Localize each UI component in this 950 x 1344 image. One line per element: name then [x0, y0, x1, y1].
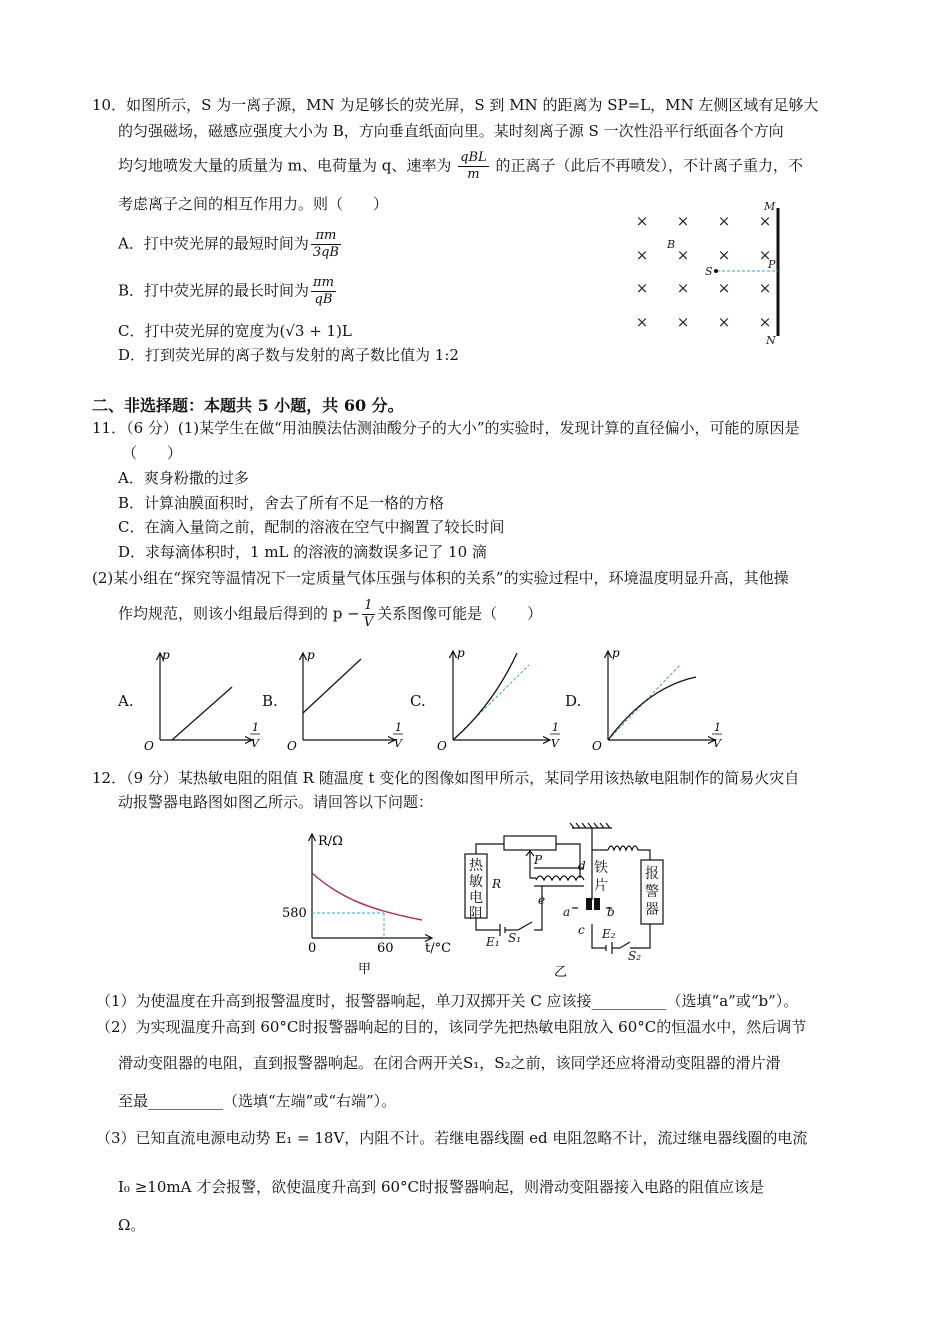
field-cross: × — [635, 212, 649, 230]
q10-line3a: 均匀地喷发大量的质量为 m、电荷量为 q、速率为 — [118, 156, 452, 175]
q10-line3 — [118, 150, 803, 183]
q11-option-c: C．在滴入量筒之前，配制的溶液在空气中搁置了较长时间 — [118, 518, 505, 536]
section2-title: 二、非选择题：本题共 5 小题，共 60 分。 — [92, 396, 404, 415]
label-e1: E₁ — [486, 935, 500, 949]
field-cross: × — [758, 279, 772, 297]
graph-c — [433, 645, 563, 755]
svg-text:1: 1 — [252, 721, 259, 734]
q11-stem: 11．（6 分）(1)某学生在做“用油膜法估测油酸分子的大小”的实验时，发现计算的直径偏小，可能的原因是 — [92, 419, 800, 437]
graph-b-label: B. — [262, 692, 278, 710]
thermistor-char-3: 电 — [469, 890, 483, 906]
label-m: M — [764, 200, 776, 213]
field-cross: × — [635, 246, 649, 264]
ion-source-dot — [714, 269, 718, 273]
svg-text:V: V — [251, 737, 259, 750]
q11-stem-bracket: （ ） — [122, 444, 183, 462]
rheostat-box — [504, 836, 556, 850]
jia-ytick-580: 580 — [282, 906, 307, 921]
svg-text:O: O — [144, 739, 154, 753]
svg-text:O: O — [287, 739, 297, 753]
q10-option-c: C．打中荧光屏的宽度为(√3 + 1)L — [118, 322, 352, 340]
graph-a — [140, 645, 265, 755]
graph-a-label: A. — [118, 692, 134, 710]
jia-caption: 甲 — [358, 962, 372, 977]
graph-c-label: C. — [410, 692, 426, 710]
q11-option-d: D．求每滴体积时，1 mL 的溶液的滴数误多记了 10 滴 — [118, 543, 487, 561]
figure-yi-circuit — [460, 820, 675, 980]
iron-char-1: 铁 — [594, 860, 608, 876]
q12-question-2-line2: 滑动变阻器的电阻，直到报警器响起。在闭合两开关S₁，S₂之前，该同学还应将滑动变阻器的滑片滑 — [118, 1054, 781, 1072]
q12-stem1: 12．（9 分）某热敏电阻的阻值 R 随温度 t 变化的图像如图甲所示，某同学用该热敏电阻制作的简易火灾自 — [92, 769, 800, 787]
graph-a-line — [172, 687, 232, 740]
spring — [608, 846, 638, 850]
svg-text:1: 1 — [395, 721, 402, 734]
q10-line3b: 的正离子（此后不再喷发），不计离子重力，不 — [495, 156, 803, 175]
field-cross: × — [676, 313, 690, 331]
alarm-char-1: 报 — [645, 866, 659, 882]
label-b: b — [607, 905, 615, 919]
alarm-char-3: 器 — [645, 902, 659, 918]
iron-piece-right — [594, 898, 600, 910]
label-e2: E₂ — [602, 927, 616, 941]
svg-text:V: V — [394, 737, 402, 750]
q12-question-3-line3: Ω。 — [118, 1216, 146, 1234]
field-cross: × — [635, 279, 649, 297]
svg-text:1: 1 — [552, 721, 559, 734]
graph-d — [588, 645, 728, 755]
alarm-char-2: 警 — [645, 884, 659, 900]
iron-char-2: 片 — [594, 878, 608, 894]
label-b: B — [667, 238, 676, 251]
svg-text:O: O — [592, 739, 602, 753]
q10-speed-fraction: $\frac{\text{qBL}}{m}$ — [460, 150, 487, 182]
graph-b-line — [303, 659, 361, 713]
label-s1: S₁ — [508, 931, 522, 945]
svg-text:p: p — [612, 646, 620, 660]
svg-text:O: O — [437, 739, 447, 753]
svg-text:p: p — [162, 648, 170, 662]
q12-question-3-line2: I₀ ≥10mA 才会报警，欲使温度升高到 60°C时报警器响起，则滑动变阻器接入电路的阻值应该是 — [118, 1178, 765, 1196]
q12-question-2-line3: 至最__________（选填“左端”或“右端”）。 — [118, 1092, 397, 1110]
q12-stem2: 动报警器电路图如图乙所示。请回答以下问题： — [118, 793, 434, 811]
label-p: P — [768, 258, 776, 271]
q11-part2-line2: 作均规范，则该小组最后得到的 p − $\frac{1}{V}$ 关系图像可能是（ ） — [118, 598, 543, 630]
q12-question-2-line1: （2）为实现温度升高到 60°C时报警器响起的目的，该同学先把热敏电阻放入 60°C的恒温水中，然后调节 — [96, 1018, 807, 1036]
svg-text:V: V — [713, 737, 721, 750]
yi-caption: 乙 — [554, 965, 568, 980]
field-cross: × — [635, 313, 649, 331]
relay-coil — [536, 876, 584, 880]
jia-xtick-0: 0 — [308, 941, 317, 956]
graph-d-curve — [608, 677, 696, 740]
q10-line1: 10．如图所示，S 为一离子源，MN 为足够长的荧光屏，S 到 MN 的距离为 SP=L，MN 左侧区域有足够大 — [92, 96, 819, 114]
label-d: d — [578, 859, 586, 873]
label-c: c — [578, 923, 585, 937]
field-cross: × — [676, 246, 690, 264]
field-cross: × — [717, 246, 731, 264]
field-cross: × — [676, 212, 690, 230]
field-cross: × — [717, 212, 731, 230]
thermistor-char-2: 敏 — [469, 874, 483, 890]
q12-question-1: （1）为使温度在升高到报警温度时，报警器响起，单刀双掷开关 C 应该接__________（选填“a”或“b”）。 — [96, 992, 799, 1010]
q11-option-a: A．爽身粉撒的过多 — [118, 469, 249, 487]
svg-text:p: p — [457, 646, 465, 660]
label-s: S — [705, 265, 713, 278]
field-cross: × — [676, 279, 690, 297]
q10-line2: 的匀强磁场，磁感应强度大小为 B，方向垂直纸面向里。某时刻离子源 S 一次性沿平行纸面各个方向 — [118, 122, 784, 140]
q10-option-b: B．打中荧光屏的最长时间为 $\frac{\pi m}{qB}$ — [118, 275, 334, 307]
label-n: N — [766, 334, 776, 346]
thermistor-char-1: 热 — [469, 858, 483, 874]
q12-question-3-line1: （3）已知直流电源电动势 E₁ = 18V，内阻不计。若继电器线圈 ed 电阻忽略不计，流过继电器线圈的电流 — [96, 1129, 808, 1147]
graph-b — [283, 645, 408, 755]
label-p: P — [534, 853, 543, 867]
q11-part2-line1: (2)某小组在“探究等温情况下一定质量气体压强与体积的关系”的实验过程中，环境温度明显升高，其他操 — [92, 569, 789, 587]
figure-jia-resistance-graph — [280, 828, 460, 978]
graph-d-label: D. — [565, 692, 582, 710]
q10-option-d: D．打到荧光屏的离子数与发射的离子数比值为 1:2 — [118, 346, 459, 364]
field-cross: × — [758, 313, 772, 331]
jia-ylabel: R/Ω — [318, 834, 343, 849]
graph-c-curve — [453, 653, 517, 740]
jia-xlabel: t/°C — [425, 941, 452, 956]
svg-text:1: 1 — [714, 721, 721, 734]
field-cross: × — [758, 246, 772, 264]
iron-piece-left — [586, 898, 592, 910]
switch-s1 — [518, 922, 532, 930]
jia-xtick-60: 60 — [377, 941, 394, 956]
q10-option-a: A．打中荧光屏的最短时间为 $\frac{\pi m}{3qB}$ — [118, 228, 339, 260]
label-a: a — [563, 905, 571, 919]
field-cross: × — [758, 212, 772, 230]
thermistor-char-4: 阻 — [469, 906, 483, 922]
q10-line4: 考虑离子之间的相互作用力。则（ ） — [118, 195, 389, 213]
field-cross: × — [717, 279, 731, 297]
svg-text:V: V — [551, 737, 559, 750]
field-cross: × — [717, 313, 731, 331]
label-r: R — [492, 877, 502, 891]
label-s2: S₂ — [628, 949, 642, 963]
label-e: e — [538, 893, 546, 907]
switch-s2 — [620, 942, 630, 948]
q10-magnetic-field-figure — [625, 198, 795, 346]
q11-option-b: B．计算油膜面积时，舍去了所有不足一格的方格 — [118, 494, 445, 512]
svg-text:p: p — [307, 648, 315, 662]
